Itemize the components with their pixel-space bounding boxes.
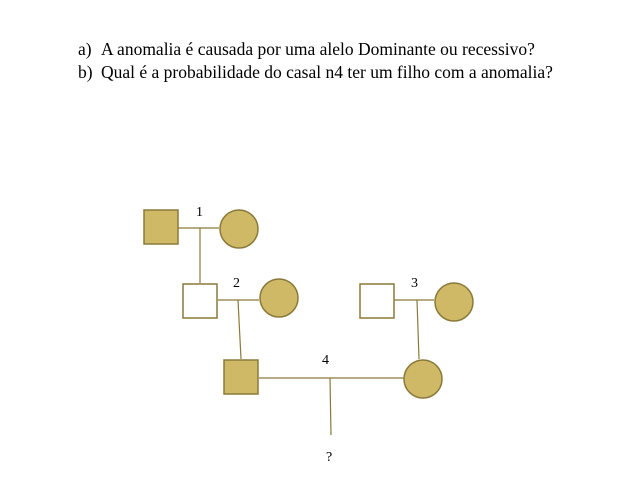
- couple-label-1: 1: [196, 205, 203, 220]
- couple-label-4: 4: [322, 353, 329, 368]
- affected-male-gen3: [224, 360, 258, 394]
- affected-female-gen1: [220, 210, 258, 248]
- question-b-text: Qual é a probabilidade do casal n4 ter um filho com a anomalia?: [101, 62, 553, 82]
- affected-female-gen2-left: [260, 279, 298, 317]
- pedigree-connectors: [178, 228, 434, 435]
- question-b-marker: b): [78, 62, 93, 82]
- affected-female-gen3: [404, 360, 442, 398]
- question-a-text: A anomalia é causada por uma alelo Dominante ou recessivo?: [101, 39, 535, 59]
- unknown-child-label: ?: [326, 450, 333, 465]
- descent-line-couple-2: [238, 300, 241, 359]
- descent-line-couple-3: [417, 300, 419, 359]
- affected-female-gen2-right: [435, 283, 473, 321]
- unaffected-male-gen2-left: [183, 284, 217, 318]
- couple-label-3: 3: [411, 276, 418, 291]
- affected-male-gen1: [144, 210, 178, 244]
- descent-line-couple-4: [330, 378, 331, 435]
- unaffected-male-gen2-right: [360, 284, 394, 318]
- couple-label-2: 2: [233, 276, 240, 291]
- question-a-marker: a): [78, 39, 92, 59]
